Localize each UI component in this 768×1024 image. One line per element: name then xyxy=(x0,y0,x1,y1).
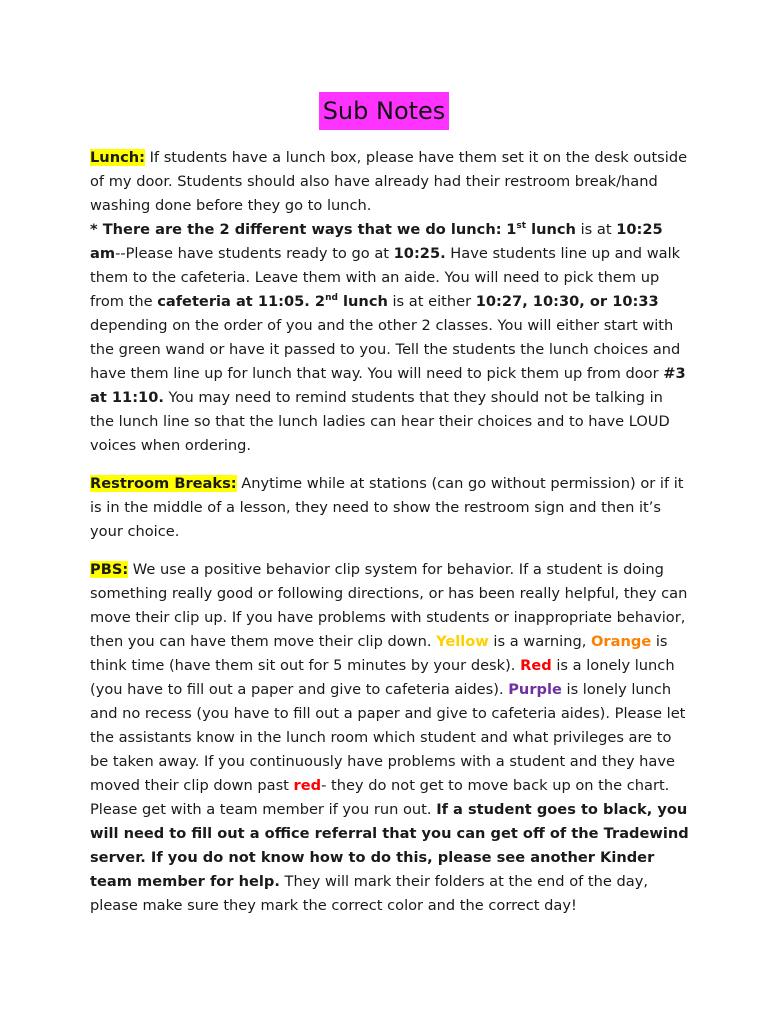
first-lunch-num: 1 xyxy=(506,221,517,238)
document-body xyxy=(90,146,690,932)
page-title: Sub Notes xyxy=(319,92,450,130)
first-lunch-sup: st xyxy=(516,221,527,231)
pbs-text-5: is lonely lunch and no recess (you have to fill out a paper and give to cafeteria aides). Please let the assistants know in the lunch room which student and what privileges are to be taken away. If you continuously have problems with a student and they have moved their clip down past xyxy=(90,681,686,794)
first-lunch-label: lunch xyxy=(526,221,576,238)
second-lunch-sup: nd xyxy=(325,293,338,303)
color-yellow: Yellow xyxy=(436,633,489,650)
cafeteria-time: cafeteria at 11:05. 2 xyxy=(157,293,326,310)
lunch-label: Lunch: xyxy=(90,149,145,166)
lunch-text-3: --Please have students ready to go at xyxy=(115,245,394,262)
pbs-text-7: They will mark their folders at the end of the day, please make sure they mark the correct color and the correct day! xyxy=(90,873,648,914)
pbs-text-4: is a lonely lunch (you have to fill out a paper and give to cafeteria aides). xyxy=(90,657,675,698)
pbs-text-2: is a warning, xyxy=(488,633,592,650)
black-clip-instructions: If a student goes to black, you will need to fill out a office referral that you can get off of the Tradewind server. If you do not know how to do this, please see another Kinder team member for help. xyxy=(90,801,689,890)
pbs-label: PBS: xyxy=(90,561,129,578)
lunch-text-4: Have students line up and walk them to the cafeteria. Leave them with an aide. You will need to pick them up from the xyxy=(90,245,681,310)
restroom-label: Restroom Breaks: xyxy=(90,475,237,492)
pbs-paragraph xyxy=(90,558,690,918)
lunch-text-1: If students have a lunch box, please have them set it on the desk outside of my door. Students should also have already had their restroom break/hand washing done before they go to lunch. xyxy=(90,149,688,214)
lunch-text-6: depending on the order of you and the other 2 classes. You will either start with the green wand or have it passed to you. Tell the students the lunch choices and have them line up for lunch that way. You will need to pick them up from door xyxy=(90,317,681,382)
pbs-text-1: We use a positive behavior clip system for behavior. If a student is doing something really good or following directions, or has been really helpful, they can move their clip up. If you have problems with students or inappropriate behavior, then you can have them move their clip down. xyxy=(90,561,688,650)
lunch-text-5: is at either xyxy=(387,293,476,310)
color-red-2: red xyxy=(293,777,322,794)
lunch-time-1: 10:25 am xyxy=(90,221,663,262)
color-purple: Purple xyxy=(508,681,562,698)
second-lunch-label: lunch xyxy=(337,293,388,310)
lunch-time-2: 10:25. xyxy=(393,245,446,262)
color-red: Red xyxy=(520,657,552,674)
pbs-text-3: is think time (have them sit out for 5 minutes by your desk). xyxy=(90,633,668,674)
title-wrap xyxy=(0,92,768,130)
color-orange: Orange xyxy=(591,633,652,650)
restroom-text: Anytime while at stations (can go without permission) or if it is in the middle of a lesson, they need to show the restroom sign and then it’s your choice. xyxy=(90,475,684,540)
pbs-text-6: - they do not get to move back up on the chart. Please get with a team member if you run out. xyxy=(90,777,670,818)
lunch-times: 10:27, 10:30, or 10:33 xyxy=(475,293,659,310)
lunch-text-7: You may need to remind students that they should not be talking in the lunch line so that the lunch ladies can hear their choices and to have LOUD voices when ordering. xyxy=(90,389,670,454)
lunch-colon: : xyxy=(495,221,502,238)
restroom-paragraph xyxy=(90,472,690,544)
lunch-text-2: is at xyxy=(575,221,617,238)
lunch-star: * There are the 2 different ways that we do lunch xyxy=(90,221,496,238)
door-time: #3 at 11:10. xyxy=(90,365,686,406)
lunch-paragraph xyxy=(90,146,690,458)
